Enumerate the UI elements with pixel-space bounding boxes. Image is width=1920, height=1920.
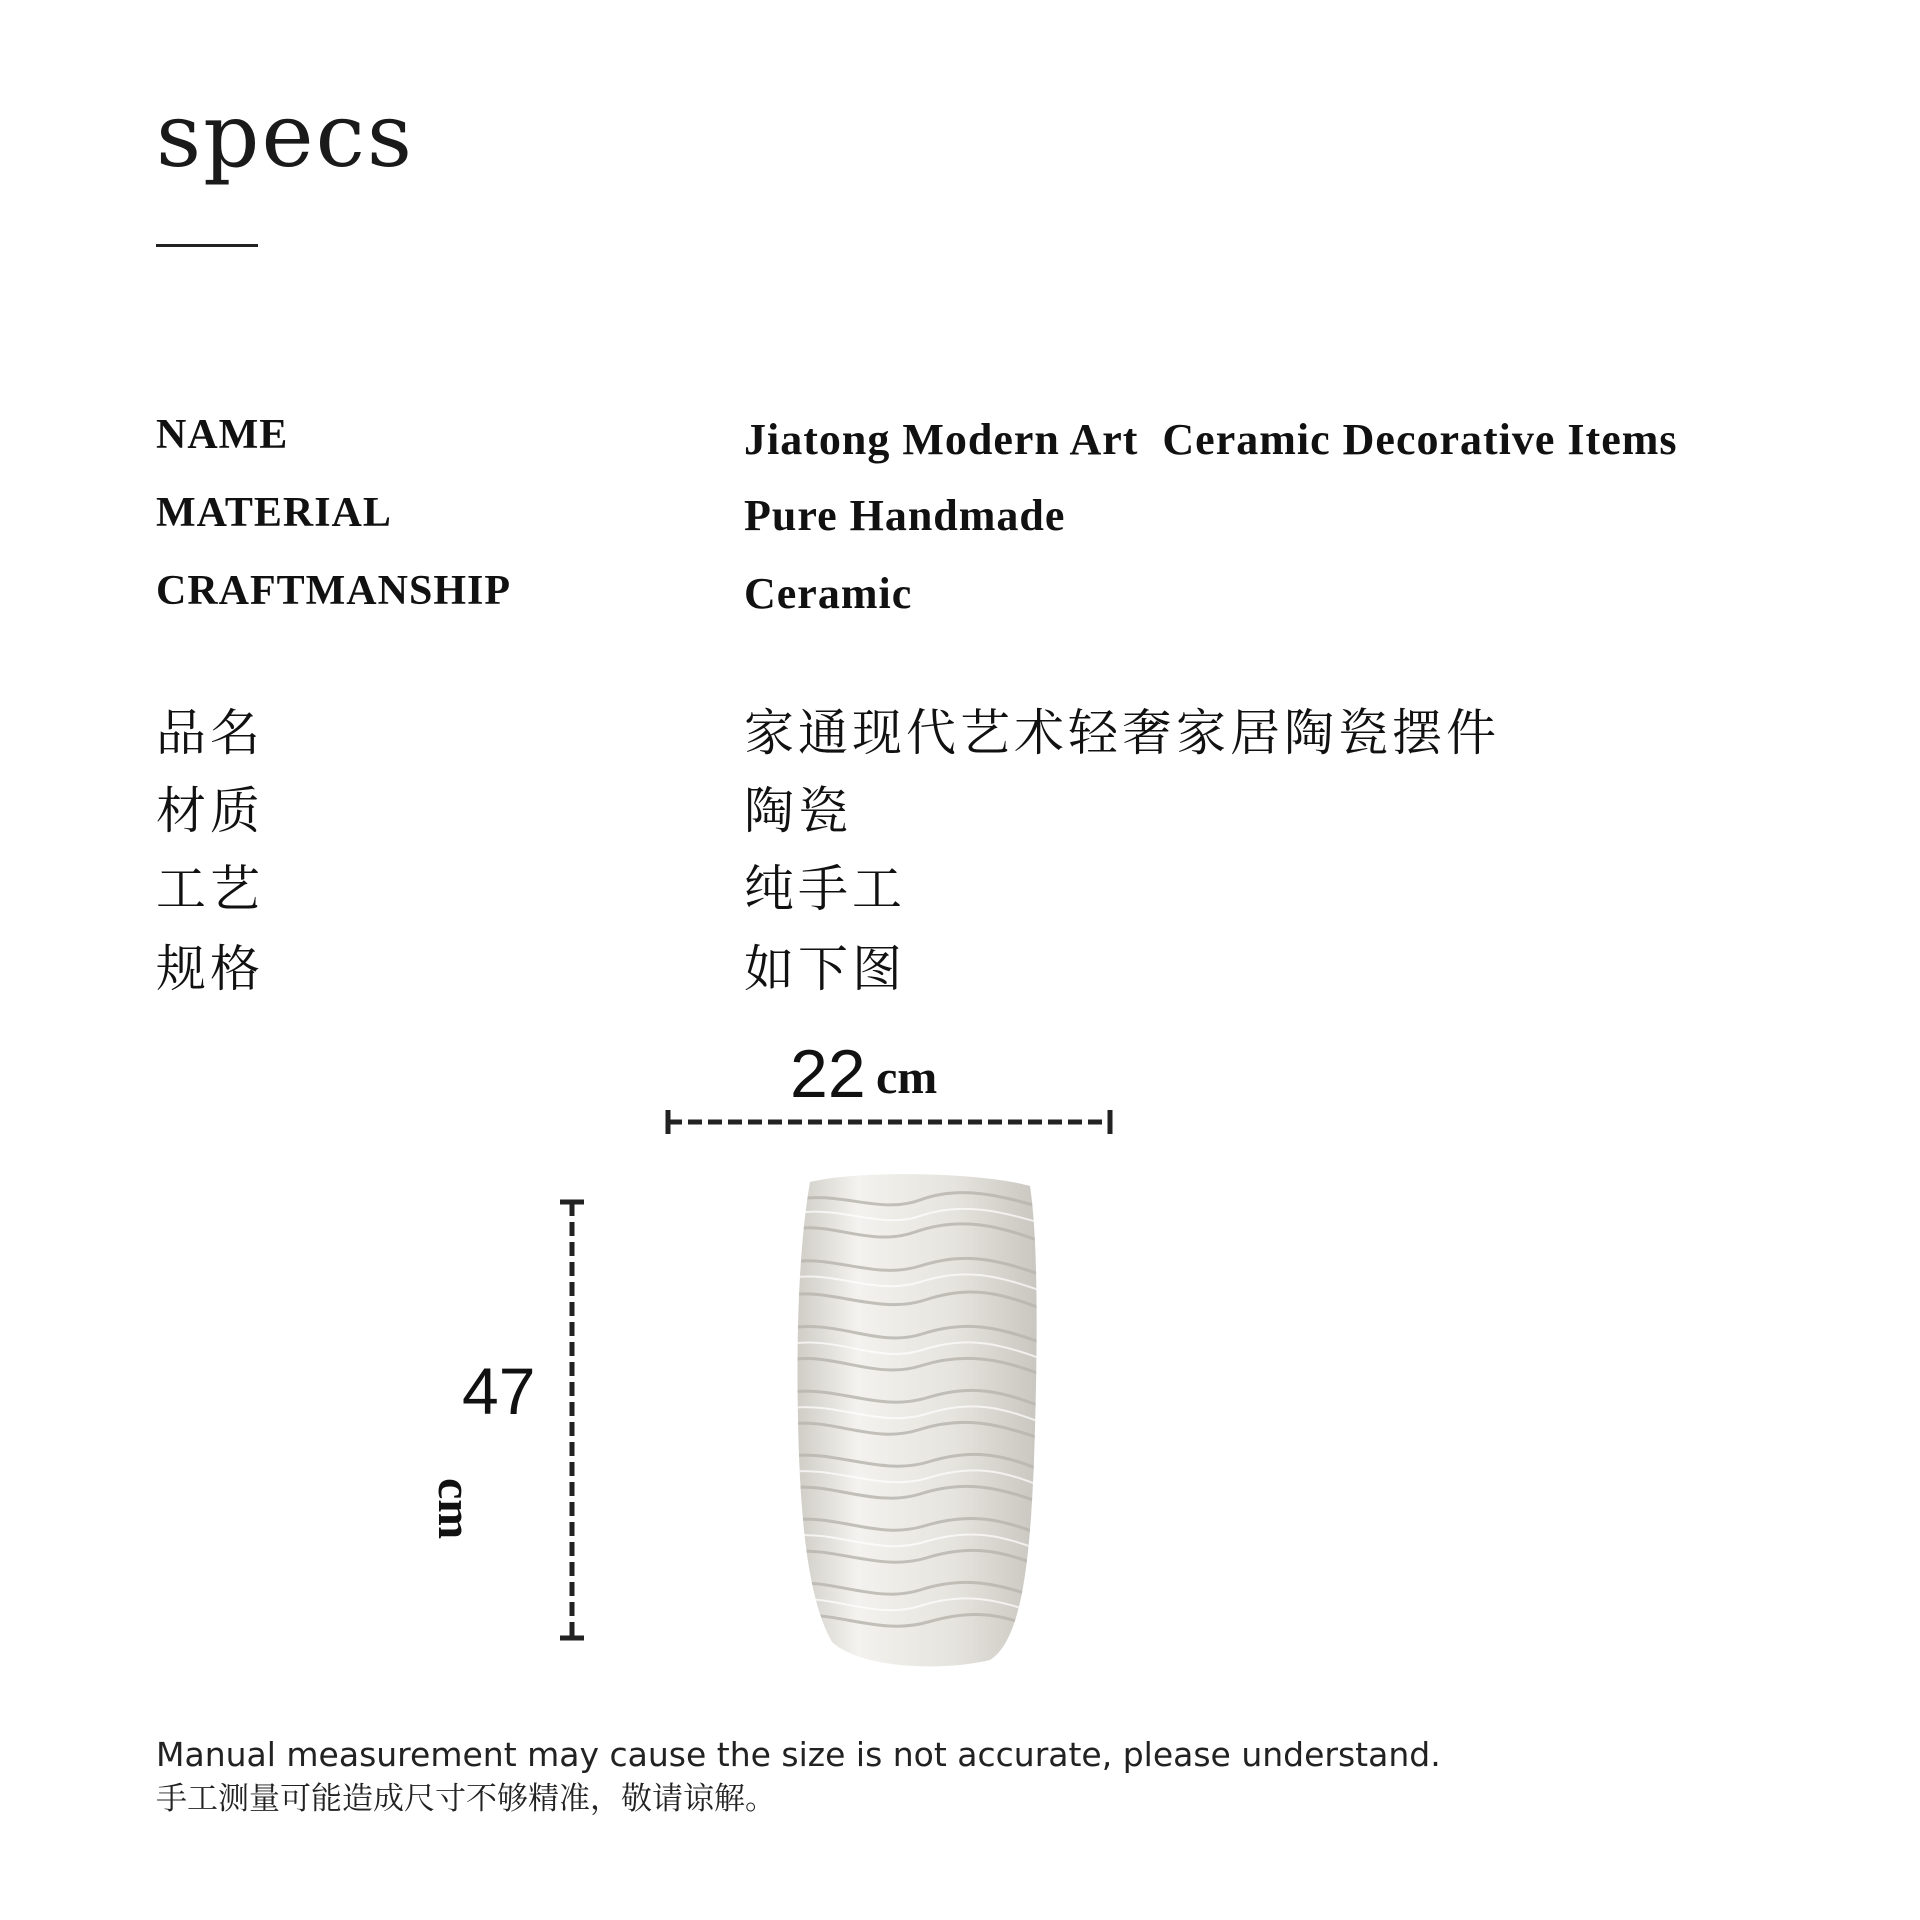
width-dimension-line — [668, 1110, 1110, 1134]
spec-label-cn-craft: 工艺 — [156, 860, 264, 918]
spec-value-cn-material: 陶瓷 — [744, 782, 852, 840]
height-unit: cm — [428, 1478, 481, 1540]
spec-value-cn-craft: 纯手工 — [744, 860, 906, 918]
spec-value-cn-name: 家通现代艺术轻奢家居陶瓷摆件 — [744, 704, 1500, 762]
spec-value-name: Jiatong Modern Art Ceramic Decorative Items — [744, 415, 1678, 464]
spec-label-material: MATERIAL — [156, 490, 392, 536]
spec-value-cn-size: 如下图 — [744, 940, 906, 998]
spec-value-material: Pure Handmade — [744, 491, 1066, 540]
ceramic-vase-image — [790, 1174, 1050, 1666]
spec-label-name: NAME — [156, 412, 289, 458]
spec-value-craftmanship: Ceramic — [744, 569, 913, 618]
width-value: 22 — [790, 1036, 866, 1112]
spec-label-cn-material: 材质 — [156, 782, 264, 840]
spec-label-cn-name: 品名 — [156, 704, 264, 762]
width-unit: cm — [876, 1051, 938, 1104]
spec-label-craftmanship: CRAFTMANSHIP — [156, 568, 511, 614]
measurement-note-en: Manual measurement may cause the size is not accurate, please understand. — [156, 1735, 1441, 1774]
height-dimension-line — [560, 1202, 584, 1638]
spec-label-cn-size: 规格 — [156, 940, 264, 998]
measurement-note-cn: 手工测量可能造成尺寸不够精准，敬请谅解。 — [156, 1781, 776, 1817]
page-title: specs — [156, 84, 415, 187]
height-value: 47 — [462, 1354, 536, 1428]
